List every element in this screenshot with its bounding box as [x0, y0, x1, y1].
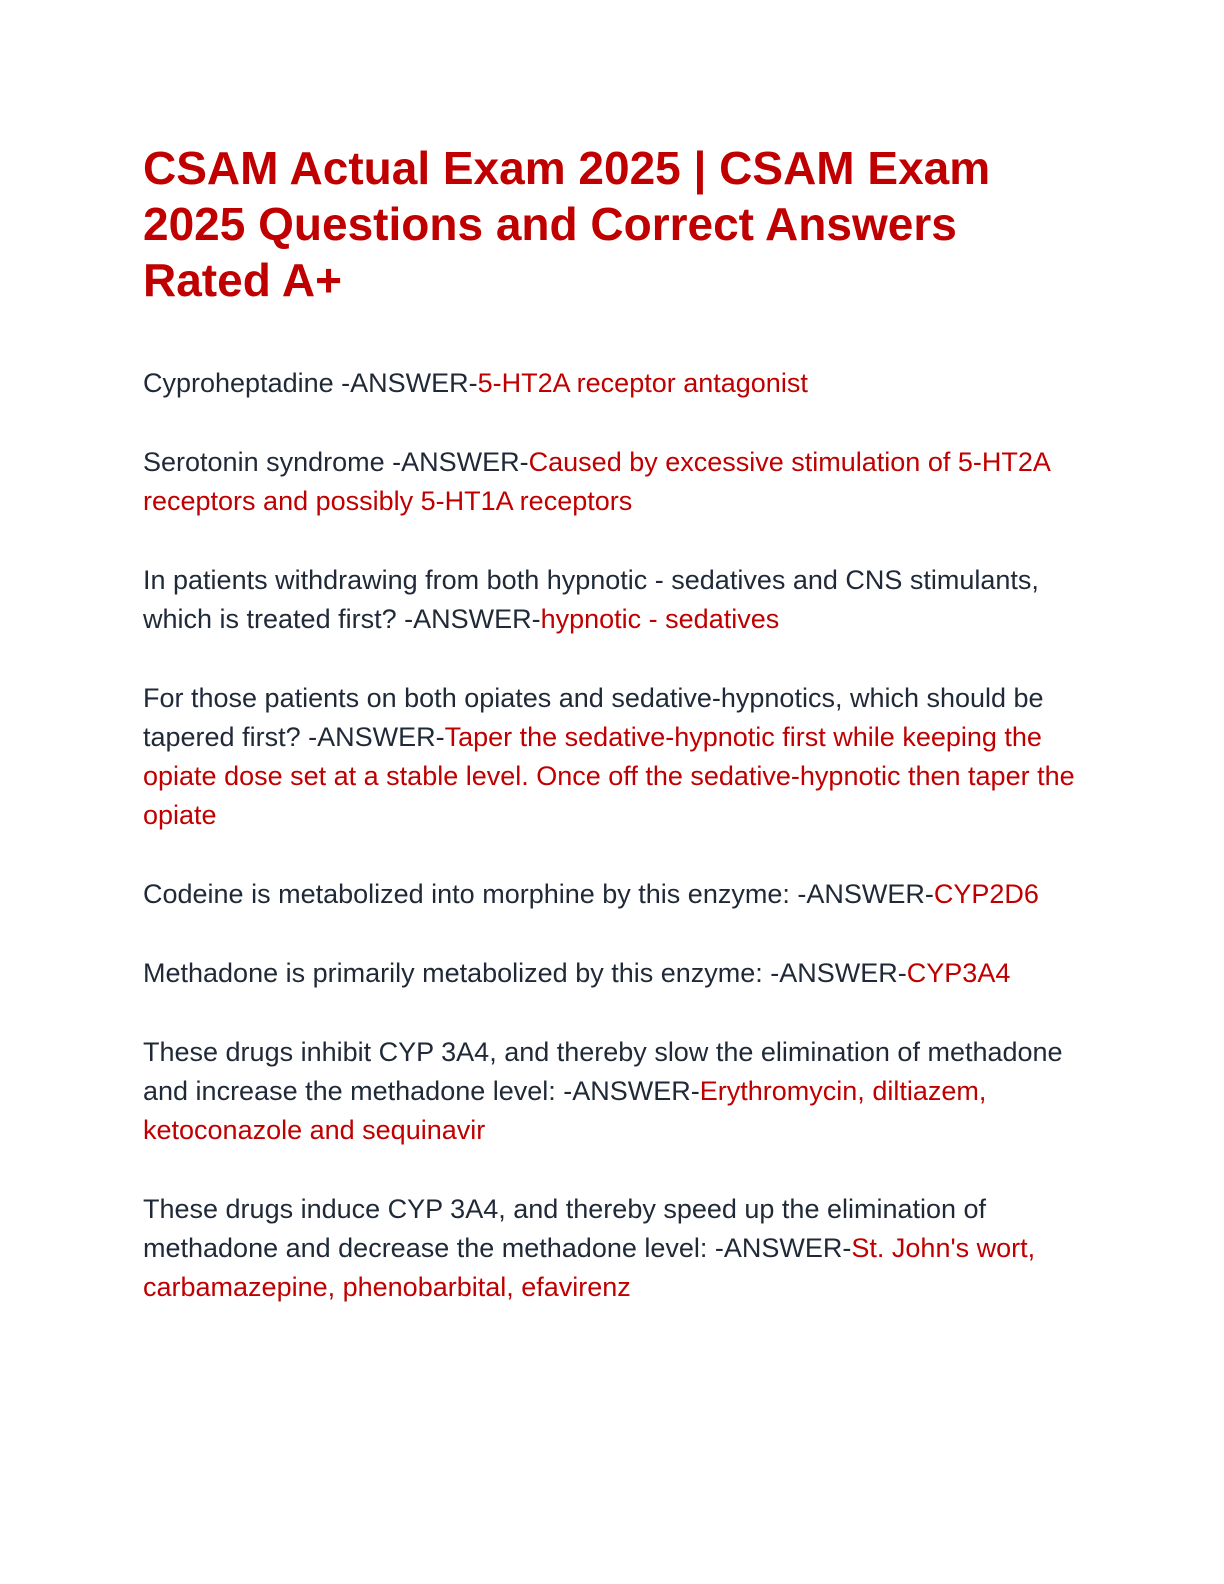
qa-item-5: [143, 875, 1078, 914]
document-content: [143, 140, 1078, 1347]
answer-separator: -ANSWER-: [396, 604, 541, 634]
qa-item-7: [143, 1033, 1078, 1150]
question-text: In patients withdrawing from both hypnotic - sedatives and CNS stimulants, which is treated first?: [143, 565, 1039, 634]
qa-item-2: [143, 443, 1078, 521]
qa-item-3: [143, 561, 1078, 639]
qa-item-6: [143, 954, 1078, 993]
answer-text: Taper the sedative-hypnotic first while keeping the opiate dose set at a stable level. Once off the sedative-hypnotic then taper the opiate: [143, 722, 1075, 830]
qa-item-1: [143, 364, 1078, 403]
answer-text: St. John's wort, carbamazepine, phenobarbital, efavirenz: [143, 1233, 1036, 1302]
question-text: Methadone is primarily metabolized by this enzyme:: [143, 958, 763, 988]
answer-text: hypnotic - sedatives: [540, 604, 780, 634]
answer-separator: -ANSWER-: [384, 447, 529, 477]
answer-text: CYP3A4: [906, 958, 1011, 988]
answer-separator: -ANSWER-: [707, 1233, 852, 1263]
answer-separator: -ANSWER-: [789, 879, 934, 909]
answer-text: 5-HT2A receptor antagonist: [477, 368, 808, 398]
answer-text: Caused by excessive stimulation of 5-HT2A receptors and possibly 5-HT1A receptors: [143, 447, 1050, 516]
question-text: Cyproheptadine: [143, 368, 334, 398]
question-text: These drugs inhibit CYP 3A4, and thereby slow the elimination of methadone and increase the methadone level:: [143, 1037, 1063, 1106]
qa-list: [143, 364, 1078, 1307]
document-title: CSAM Actual Exam 2025 | CSAM Exam 2025 Questions and Correct Answers Rated A+: [143, 142, 991, 306]
answer-separator: -ANSWER-: [300, 722, 445, 752]
question-text: These drugs induce CYP 3A4, and thereby speed up the elimination of methadone and decrease the methadone level:: [143, 1194, 987, 1263]
answer-text: CYP2D6: [933, 879, 1039, 909]
qa-item-8: [143, 1190, 1078, 1307]
qa-item-4: [143, 679, 1078, 835]
answer-separator: -ANSWER-: [555, 1076, 700, 1106]
question-text: For those patients on both opiates and sedative-hypnotics, which should be tapered first?: [143, 683, 1044, 752]
question-text: Serotonin syndrome: [143, 447, 385, 477]
question-text: Codeine is metabolized into morphine by this enzyme:: [143, 879, 790, 909]
answer-separator: -ANSWER-: [333, 368, 478, 398]
answer-separator: -ANSWER-: [762, 958, 907, 988]
answer-text: Erythromycin, diltiazem, ketoconazole and sequinavir: [143, 1076, 987, 1145]
